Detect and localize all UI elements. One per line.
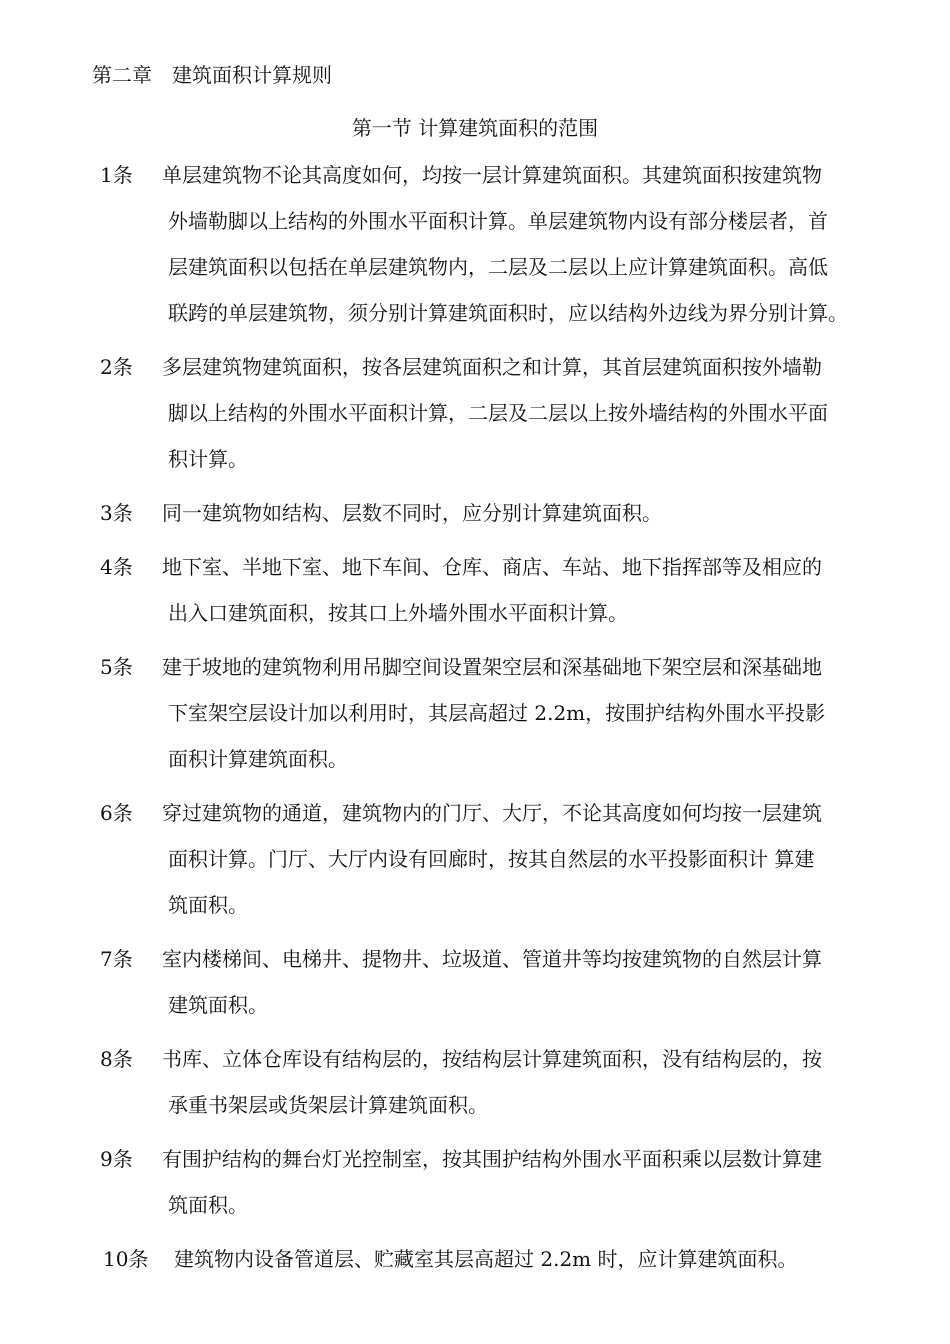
- article-line: 筑面积。: [168, 1193, 248, 1217]
- article-text: [162, 644, 908, 782]
- article-item: [0, 644, 950, 782]
- article-item: [0, 490, 950, 536]
- article-text: [162, 544, 908, 636]
- article-number: 6条: [100, 801, 133, 825]
- article-line: 积计算。: [168, 447, 248, 471]
- article-text: [162, 936, 908, 1028]
- article-line: 面积计算。门厅、大厅内设有回廊时，按其自然层的水平投影面积计 算建: [168, 847, 815, 871]
- article-item: [0, 936, 950, 1028]
- article-line: 室内楼梯间、电梯井、提物井、垃圾道、管道井等均按建筑物的自然层计算: [162, 947, 822, 971]
- article-item: [0, 790, 950, 928]
- article-line: 穿过建筑物的通道，建筑物内的门厅、大厅，不论其高度如何均按一层建筑: [162, 801, 822, 825]
- article-text: [162, 490, 908, 536]
- article-line: 书库、立体仓库设有结构层的，按结构层计算建筑面积，没有结构层的，按: [162, 1047, 822, 1071]
- article-item: [0, 344, 950, 482]
- article-list: [0, 152, 950, 1290]
- article-line: 外墙勒脚以上结构的外围水平面积计算。单层建筑物内设有部分楼层者，首: [168, 209, 828, 233]
- article-item: [0, 152, 950, 336]
- article-line: 同一建筑物如结构、层数不同时，应分别计算建筑面积。: [162, 501, 662, 525]
- article-line: 出入口建筑面积，按其口上外墙外围水平面积计算。: [168, 601, 628, 625]
- article-line: 层建筑面积以包括在单层建筑物内，二层及二层以上应计算建筑面积。高低: [168, 255, 828, 279]
- article-line: 承重书架层或货架层计算建筑面积。: [168, 1093, 488, 1117]
- article-number: 7条: [100, 947, 133, 971]
- article-line: 面积计算建筑面积。: [168, 747, 348, 771]
- article-line: 下室架空层设计加以利用时，其层高超过 2.2m，按围护结构外围水平投影: [168, 701, 826, 725]
- article-item: [0, 1036, 950, 1128]
- article-number: 5条: [100, 655, 133, 679]
- section-title: 第一节 计算建筑面积的范围: [351, 116, 599, 140]
- article-number: 1条: [100, 163, 133, 187]
- article-text: [162, 790, 908, 928]
- article-line: 多层建筑物建筑面积，按各层建筑面积之和计算，其首层建筑面积按外墙勒: [162, 355, 822, 379]
- article-item: [0, 1236, 950, 1282]
- article-line: 联跨的单层建筑物，须分别计算建筑面积时，应以结构外边线为界分别计算。: [168, 301, 848, 325]
- article-number: 2条: [100, 355, 133, 379]
- article-item: [0, 1136, 950, 1228]
- article-item: [0, 544, 950, 636]
- article-text: [174, 1236, 920, 1282]
- article-number: 3条: [100, 501, 133, 525]
- article-number: 8条: [100, 1047, 133, 1071]
- article-line: 建筑物内设备管道层、贮藏室其层高超过 2.2m 时，应计算建筑面积。: [174, 1247, 798, 1271]
- article-number: 10条: [103, 1247, 149, 1271]
- article-line: 单层建筑物不论其高度如何，均按一层计算建筑面积。其建筑面积按建筑物: [162, 163, 822, 187]
- article-line: 建于坡地的建筑物利用吊脚空间设置架空层和深基础地下架空层和深基础地: [162, 655, 822, 679]
- article-line: 脚以上结构的外围水平面积计算，二层及二层以上按外墙结构的外围水平面: [168, 401, 828, 425]
- article-line: 地下室、半地下室、地下车间、仓库、商店、车站、地下指挥部等及相应的: [162, 555, 822, 579]
- article-line: 筑面积。: [168, 893, 248, 917]
- chapter-title: 第二章 建筑面积计算规则: [92, 63, 332, 87]
- article-text: [162, 152, 908, 336]
- article-text: [162, 1136, 908, 1228]
- article-line: 建筑面积。: [168, 993, 268, 1017]
- article-line: 有围护结构的舞台灯光控制室，按其围护结构外围水平面积乘以层数计算建: [162, 1147, 822, 1171]
- article-text: [162, 1036, 908, 1128]
- article-number: 9条: [100, 1147, 133, 1171]
- article-number: 4条: [100, 555, 133, 579]
- article-text: [162, 344, 908, 482]
